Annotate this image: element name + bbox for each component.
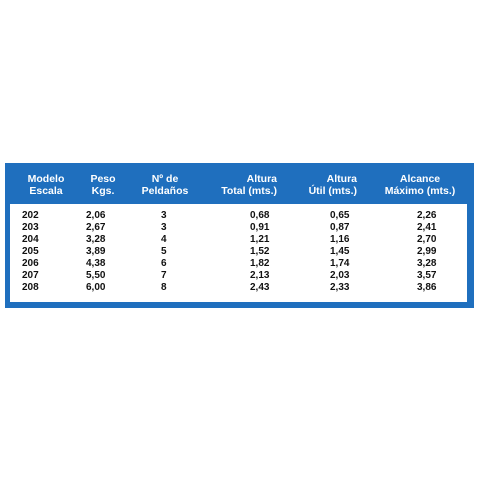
cell-altura-total: 0,68: [250, 210, 270, 221]
header-line: Útil (mts.): [308, 185, 357, 197]
cell-alcance: 2,26: [417, 210, 437, 221]
header-peldanos: [135, 173, 195, 197]
cell-alcance: 3,57: [417, 270, 437, 281]
cell-altura-util: 1,74: [330, 258, 350, 269]
table-body: [10, 204, 467, 302]
cell-altura-total: 2,43: [250, 282, 270, 293]
cell-peso: 3,89: [86, 246, 106, 257]
specs-table: [5, 163, 474, 308]
cell-altura-total: 2,13: [250, 270, 270, 281]
cell-modelo: 202: [22, 210, 39, 221]
cell-modelo: 205: [22, 246, 39, 257]
header-line: Alcance: [399, 173, 441, 185]
cell-altura-util: 0,87: [330, 222, 350, 233]
cell-altura-util: 2,33: [330, 282, 350, 293]
cell-peso: 5,50: [86, 270, 106, 281]
cell-altura-total: 1,21: [250, 234, 270, 245]
cell-altura-util: 1,45: [330, 246, 350, 257]
header-line: Kgs.: [91, 185, 115, 197]
cell-alcance: 2,99: [417, 246, 437, 257]
header-line: Modelo: [27, 173, 65, 185]
table-row: [10, 258, 467, 269]
cell-modelo: 203: [22, 222, 39, 233]
cell-modelo: 206: [22, 258, 39, 269]
table-row: [10, 246, 467, 257]
header-altura-util: [291, 173, 357, 197]
cell-altura-total: 0,91: [250, 222, 270, 233]
cell-altura-util: 0,65: [330, 210, 350, 221]
table-header: [5, 173, 474, 207]
header-line: Nº de: [151, 173, 179, 185]
cell-altura-total: 1,82: [250, 258, 270, 269]
cell-altura-total: 1,52: [250, 246, 270, 257]
cell-altura-util: 2,03: [330, 270, 350, 281]
header-line: Total (mts.): [221, 185, 277, 197]
header-line: Altura: [246, 173, 277, 185]
cell-peldanos: 3: [161, 210, 167, 221]
cell-peso: 6,00: [86, 282, 106, 293]
cell-alcance: 2,41: [417, 222, 437, 233]
cell-peldanos: 6: [161, 258, 167, 269]
header-altura-total: [211, 173, 277, 197]
cell-modelo: 208: [22, 282, 39, 293]
cell-peso: 4,38: [86, 258, 106, 269]
table-row: [10, 222, 467, 233]
header-peso: [85, 173, 121, 197]
header-alcance-maximo: [375, 173, 465, 197]
header-line: Máximo (mts.): [384, 185, 456, 197]
header-line: Altura: [326, 173, 357, 185]
cell-modelo: 204: [22, 234, 39, 245]
cell-peso: 3,28: [86, 234, 106, 245]
cell-peldanos: 3: [161, 222, 167, 233]
cell-peldanos: 8: [161, 282, 167, 293]
table-row: [10, 270, 467, 281]
header-line: Peso: [90, 173, 116, 185]
cell-alcance: 2,70: [417, 234, 437, 245]
cell-peso: 2,06: [86, 210, 106, 221]
table-row: [10, 210, 467, 221]
cell-altura-util: 1,16: [330, 234, 350, 245]
cell-peldanos: 4: [161, 234, 167, 245]
table-row: [10, 234, 467, 245]
cell-alcance: 3,28: [417, 258, 437, 269]
cell-modelo: 207: [22, 270, 39, 281]
header-modelo-escala: [23, 173, 69, 197]
cell-peldanos: 5: [161, 246, 167, 257]
table-row: [10, 282, 467, 293]
cell-peldanos: 7: [161, 270, 167, 281]
cell-peso: 2,67: [86, 222, 106, 233]
header-line: Escala: [29, 185, 63, 197]
cell-alcance: 3,86: [417, 282, 437, 293]
header-line: Peldaños: [141, 185, 189, 197]
